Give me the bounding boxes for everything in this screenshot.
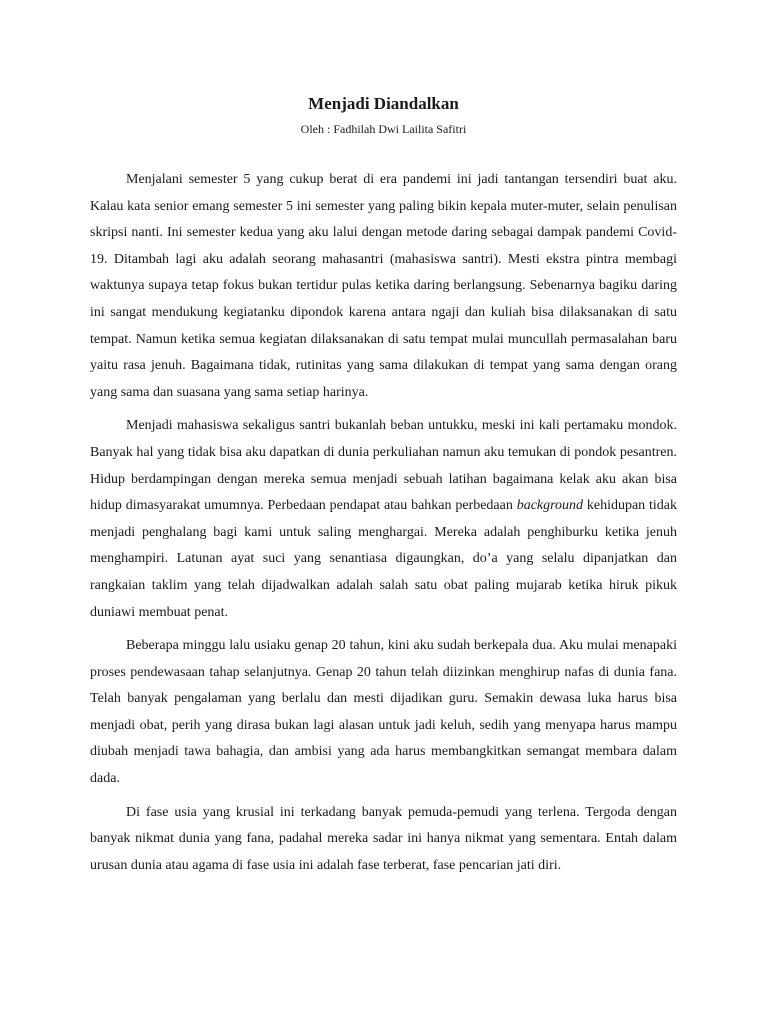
document-page: [90, 92, 677, 886]
paragraph-1: Menjalani semester 5 yang cukup berat di era pandemi ini jadi tantangan tersendiri buat aku. Kalau kata senior emang semester 5 ini semester yang paling bikin kepala muter-muter, selain penulisan skripsi nanti. Ini semester kedua yang aku lalui dengan metode daring sebagai dampak pandemi Covid-19. Ditambah lagi aku adalah seorang mahasantri (mahasiswa santri). Mesti ekstra pintra membagi waktunya supaya tetap fokus bukan tertidur pulas ketika daring berlangsung. Sebenarnya bagiku daring ini sangat mendukung kegiatanku dipondok karena antara ngaji dan kuliah bisa dilaksanakan di satu tempat. Namun ketika semua kegiatan dilaksanakan di satu tempat mulai muncullah permasalahan baru yaitu rasa jenuh. Bagaimana tidak, rutinitas yang sama dilakukan di tempat yang sama dengan orang yang sama dan suasana yang sama setiap harinya.: [90, 172, 677, 400]
author-byline: Oleh : Fadhilah Dwi Lailita Safitri: [300, 122, 467, 136]
paragraph-2-italic-term: background: [516, 498, 584, 514]
document-title: Menjadi Diandalkan: [308, 94, 459, 113]
paragraph-3: Beberapa minggu lalu usiaku genap 20 tahun, kini aku sudah berkepala dua. Aku mulai menapaki proses pendewasaan tahap selanjutnya. Genap 20 tahun telah diizinkan menghirup nafas di dunia fana. Telah banyak pengalaman yang berlalu dan mesti dijadikan guru. Semakin dewasa luka harus bisa menjadi obat, perih yang dirasa bukan lagi alasan untuk jadi keluh, sedih yang menyapa harus mampu diubah menjadi tawa bahagia, dan ambisi yang ada harus membangkitkan semangat membara dalam dada.: [90, 638, 677, 787]
document-body: [90, 167, 677, 879]
paragraph-2-text-before: Menjadi mahasiswa sekaligus santri bukanlah beban untukku, meski ini kali pertamaku mondok. Banyak hal yang tidak bisa aku dapatkan di dunia perkuliahan namun aku temukan di pondok pesantren. Hidup berdampingan dengan mereka semua menjadi sebuah latihan bagaimana kelak aku akan bisa hidup dimasyarakat umumnya. Perbedaan pendapat atau bahkan perbedaan: [90, 418, 677, 514]
paragraph-2-text-after: kehidupan tidak menjadi penghalang bagi kami untuk saling menghargai. Mereka adalah penghiburku ketika jenuh menghampiri. Latunan ayat suci yang senantiasa digaungkan, do’a yang selalu dipanjatkan dan rangkaian taklim yang telah dijadwalkan adalah salah satu obat paling mujarab ketika hiruk pikuk duniawi membuat penat.: [90, 498, 677, 620]
paragraph-2: [90, 413, 677, 626]
paragraph-4: Di fase usia yang krusial ini terkadang banyak pemuda-pemudi yang terlena. Tergoda dengan banyak nikmat dunia yang fana, padahal mereka sadar ini hanya nikmat yang sementara. Entah dalam urusan dunia atau agama di fase usia ini adalah fase terberat, fase pencarian jati diri.: [90, 804, 677, 873]
